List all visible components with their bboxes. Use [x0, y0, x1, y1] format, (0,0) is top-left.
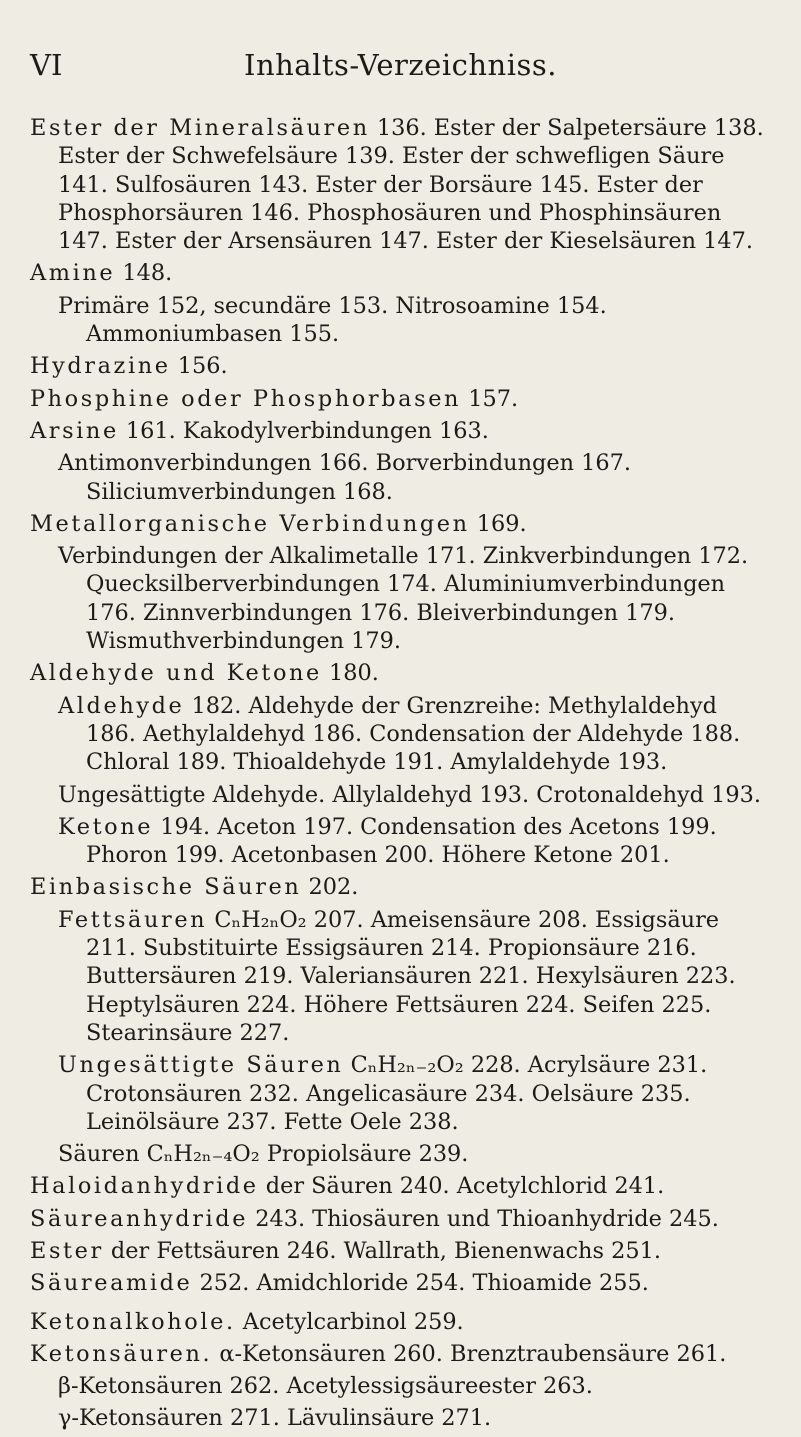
toc-entry-heading: Ketonsäuren.	[30, 1340, 213, 1367]
toc-entry-text: β-Ketonsäuren 262. Acetylessigsäureester 263.	[58, 1373, 593, 1400]
toc-entry	[30, 1237, 770, 1265]
toc-entry	[30, 1140, 770, 1168]
toc-entry	[30, 449, 770, 506]
toc-entry-text: γ-Ketonsäuren 271. Lävulinsäure 271.	[58, 1405, 492, 1432]
toc-entry-text: der Säuren 240. Acetylchlorid 241.	[258, 1173, 665, 1200]
toc-entry	[30, 1269, 770, 1297]
toc-entry-heading: Haloidanhydride	[30, 1173, 259, 1200]
toc-entry	[30, 1205, 770, 1233]
toc-entry-text: α-Ketonsäuren 260. Brenztraubensäure 261.	[212, 1340, 727, 1367]
toc-entry-text: 252. Amidchloride 254. Thioamide 255.	[192, 1270, 649, 1297]
toc-entry	[30, 352, 770, 380]
toc-entry	[30, 906, 770, 1047]
toc-entry-text: 169.	[469, 510, 527, 537]
toc-entry-text: 161. Kakodylverbindungen 163.	[118, 417, 489, 444]
toc-entry	[30, 292, 770, 349]
toc-entry-text: Primäre 152, secundäre 153. Nitrosoamine 154. Ammoniumbasen 155.	[58, 292, 607, 348]
toc-entry-heading: Amine	[30, 260, 116, 287]
toc-entry-text: 243. Thiosäuren und Thioanhydride 245.	[248, 1205, 719, 1232]
running-title: Inhalts-Verzeichniss.	[244, 48, 557, 82]
toc-entry-text: Säuren CₙH₂ₙ₋₄O₂ Propiolsäure 239.	[58, 1141, 469, 1168]
toc-entry-heading: Metallorganische Verbindungen	[30, 510, 470, 537]
toc-entry-heading: Einbasische Säuren	[30, 874, 302, 901]
table-of-contents	[30, 114, 770, 1437]
toc-entry	[30, 659, 770, 687]
toc-entry-text: Antimonverbindungen 166. Borverbindungen 167. Siliciumverbindungen 168.	[58, 450, 631, 505]
toc-entry-text: Acetylcarbinol 259.	[235, 1308, 464, 1335]
toc-entry-heading: Säureamide	[30, 1270, 193, 1297]
toc-entry	[30, 692, 770, 777]
toc-entry-text: 180.	[321, 660, 379, 687]
toc-entry-text: 202.	[301, 874, 359, 901]
toc-entry-heading: Aldehyde und Ketone	[30, 660, 322, 687]
toc-entry	[30, 1051, 770, 1136]
toc-entry	[30, 510, 770, 538]
toc-entry-heading: Ester der Mineralsäuren	[30, 115, 370, 141]
toc-entry	[30, 1308, 770, 1336]
toc-entry	[30, 873, 770, 901]
page-header	[0, 48, 801, 88]
toc-entry-heading: Arsine	[30, 417, 119, 444]
toc-entry-heading: Phosphine oder Phosphorbasen	[30, 385, 462, 412]
toc-entry	[30, 781, 770, 809]
toc-entry-heading: Ungesättigte Säuren	[58, 1052, 344, 1079]
toc-entry-text: CₙH₂ₙO₂ 207. Ameisensäure 208. Essigsäure 211. Substituirte Essigsäuren 214. Propionsäure 216. Buttersäuren 219. Valeriansäuren 221. Hexylsäuren 223. Heptylsäuren 224. Höhere Fettsäuren 224. Seifen 225. Stearinsäure 227.	[86, 906, 736, 1046]
toc-entry-heading: Fettsäuren	[58, 906, 208, 933]
toc-entry-text: 148.	[115, 260, 173, 287]
toc-entry-heading: Ketonalkohole.	[30, 1308, 236, 1335]
toc-entry	[30, 385, 770, 413]
toc-entry	[30, 542, 770, 655]
toc-entry-text: 194. Aceton 197. Condensation des Acetons 199. Phoron 199. Acetonbasen 200. Höhere Ketone 201.	[86, 813, 717, 869]
toc-entry-heading: Säureanhydride	[30, 1205, 249, 1232]
toc-entry-heading: Hydrazine	[30, 353, 171, 380]
toc-entry-text: 156.	[170, 353, 228, 380]
toc-entry	[30, 1172, 770, 1200]
toc-entry	[30, 417, 770, 445]
toc-entry	[30, 813, 770, 870]
toc-entry-text: Ungesättigte Aldehyde. Allylaldehyd 193. Crotonaldehyd 193.	[58, 781, 761, 808]
toc-entry	[30, 1372, 770, 1400]
toc-entry-text: der Fettsäuren 246. Wallrath, Bienenwachs 251.	[103, 1237, 661, 1264]
toc-entry-text: 157.	[461, 385, 519, 412]
toc-entry-text: 182. Aldehyde der Grenzreihe: Methylaldehyd 186. Aethylaldehyd 186. Condensation der Aldehyde 188. Chloral 189. Thioaldehyde 191. Amylaldehyde 193.	[86, 692, 741, 776]
toc-entry-heading: Aldehyde	[58, 692, 185, 719]
toc-entry-text: CₙH₂ₙ₋₂O₂ 228. Acrylsäure 231. Crotonsäuren 232. Angelicasäure 234. Oelsäure 235. Leinölsäure 237. Fette Oele 238.	[86, 1052, 708, 1135]
page-number: VI	[30, 48, 63, 82]
toc-entry	[30, 259, 770, 287]
toc-entry	[30, 1340, 770, 1368]
toc-entry-text: 136. Ester der Salpetersäure 138. Ester der Schwefelsäure 139. Ester der schwefligen Säure 141. Sulfosäuren 143. Ester der Borsäure 145. Ester der Phosphorsäuren 146. Phosphosäuren und Phosphinsäuren 147. Ester der Arsensäuren 147. Ester der Kieselsäuren 147.	[58, 115, 764, 255]
toc-entry-heading: Ketone	[58, 813, 154, 840]
toc-entry-text: Verbindungen der Alkalimetalle 171. Zinkverbindungen 172. Quecksilberverbindungen 174. Aluminiumverbindungen 176. Zinnverbindungen 176. Bleiverbindungen 179. Wismuthverbindungen 179.	[58, 543, 749, 655]
toc-entry	[30, 114, 770, 255]
toc-entry	[30, 1404, 770, 1432]
toc-entry-heading: Ester	[30, 1237, 104, 1264]
